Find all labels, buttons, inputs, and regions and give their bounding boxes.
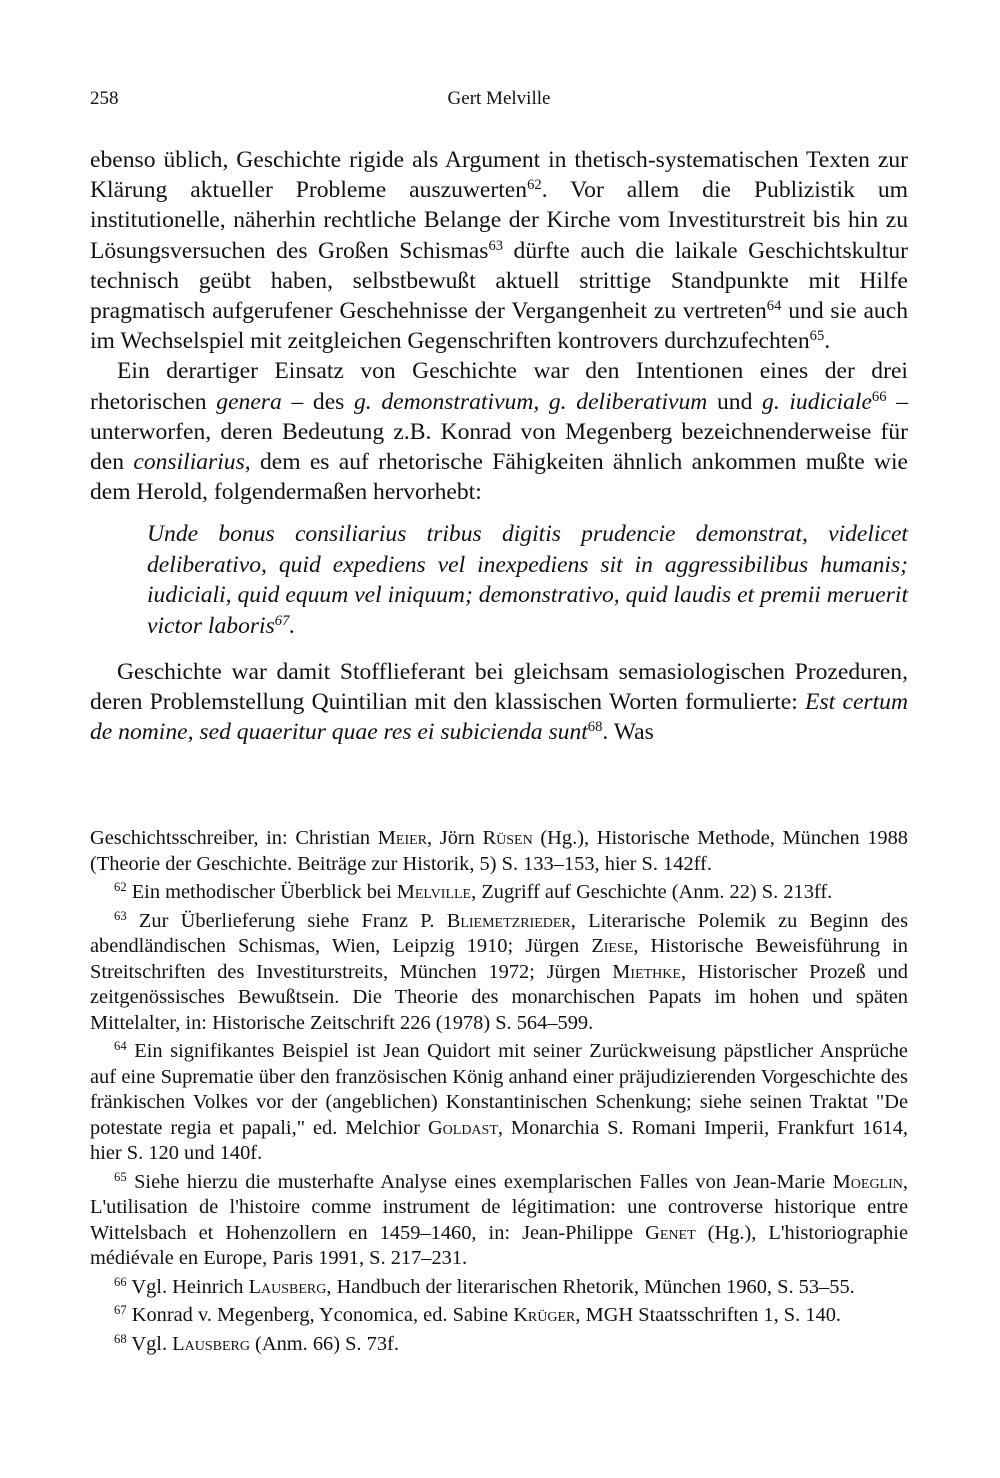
author-name: Ziese [591,935,634,957]
text-run: Ein derartiger Einsatz von Geschichte war den Intentionen eines der drei rhetorischen [90,358,908,415]
text-run: (Anm. 66) S. 73f. [249,1332,399,1355]
footnote-ref-64[interactable]: 64 [766,297,782,314]
footnote-continuation [90,826,908,877]
italic-term: g. demonstrativum, g. deliberativum [354,388,708,415]
author-name: Lausberg [248,1275,327,1298]
text-run: , Zugriff auf Geschichte (Anm. 22) S. 213ff. [471,881,833,903]
text-run: und [707,388,763,415]
footnote-67 [90,1303,908,1329]
footnote-65 [90,1170,908,1272]
footnote-66 [90,1275,908,1301]
footnote-number: 62 [114,880,127,895]
running-header [90,88,908,118]
footnote-63 [90,909,908,1037]
text-run: Geschichte war damit Stofflieferant bei gleichsam semasiologischen Prozeduren, deren Problemstellung Quintilian mit den klassischen Worten formulierte: [90,659,908,716]
page-number: 258 [90,88,119,109]
text-run: (Hg.), L'historiographie médiévale en Europe, Paris 1991, S. 217–231. [90,1221,908,1269]
footnote-number: 65 [114,1169,127,1184]
author-name: Rüsen [482,827,533,849]
text-run: , MGH Staatsschriften 1, S. 140. [575,1304,842,1326]
paragraph [90,145,908,356]
text-run: Vgl. Heinrich [126,1275,249,1298]
paragraph [90,657,908,748]
footnote-ref-67[interactable]: 67 [274,612,290,629]
footnote-number: 64 [114,1039,127,1054]
text-run: Zur Überlieferung siehe Franz P. [126,909,447,932]
text-run: , Jörn [427,827,483,849]
footnote-ref-65[interactable]: 65 [809,328,825,345]
author-name: Lausberg [172,1332,250,1355]
footnote-ref-62[interactable]: 62 [527,177,542,194]
text-run: . Vor allem die Publizistik um institutionelle, näherhin rechtliche Belange der Kirche vom Investiturstreit bis hin zu Lösungsversuchen des Großen Schismas [90,177,908,264]
text-run: Vgl. [126,1332,173,1355]
text-run: Ein signifikantes Beispiel ist Jean Quidort mit seiner Zurückweisung päpstlicher Ansprüche auf eine Suprematie über den französischen König anhand einer präjudizierenden Vorgeschichte des fränkischen Volkes vor der (angeblichen) Konstantinischen Schenkung; siehe seinen Traktat "De potestate regia et papali," ed. Melchior [90,1040,908,1139]
footnote-64 [90,1039,908,1167]
text-run: ebenso üblich, Geschichte rigide als Argument in thetisch-systematischen Texten zur Klärung aktueller Probleme auszuwerten [90,147,908,204]
text-run: Geschichtsschreiber, in: Christian [90,827,378,849]
text-run: Konrad v. Megenberg, Yconomica, ed. Sabine [126,1304,514,1326]
running-title-author: Gert Melville [447,88,551,109]
text-run: . Was [602,719,654,746]
text-run: und sie auch im Wechselspiel mit zeitgleichen Gegenschriften kontrovers durchzufechten [90,298,908,355]
author-name: Bliemetzrieder [446,909,571,932]
latin-citation: Est certum de nomine, sed quaeritur quae res ei subicienda sunt [90,689,908,746]
text-run: – unterworfen, deren Bedeutung z.B. Konrad von Megenberg bezeichnenderweise für den [90,388,908,476]
text-run: , Historischer Prozeß und zeitgenössisches Bewußtsein. Die Theorie des monarchischen Papats im hohen und späten Mittelalter, in: Historische Zeitschrift 226 (1978) S. 564–599. [90,960,909,1034]
author-name: Goldast [427,1116,498,1139]
text-run: , Handbuch der literarischen Rhetorik, München 1960, S. 53–55. [326,1275,855,1298]
author-name: Meier [377,827,427,849]
quote-text: Unde bonus consiliarius tribus digitis prudencie demonstrat, videlicet deliberativo, quid expediens vel inexpediens sit in aggressibilibus humanis; iudiciali, quid equum vel iniquum; demonstrativo, quid laudis et premii meruerit victor laboris [147,521,908,639]
footnote-62 [90,880,908,906]
author-name: Genet [645,1221,696,1244]
block-quote [147,519,908,641]
text-run: (Hg.), Historische Methode, München 1988 (Theorie der Geschichte. Beiträge zur Historik, 5) S. 133–153, hier S. 142ff. [90,827,908,875]
paragraph [90,356,908,507]
footnotes [90,826,908,1360]
text-run: Ein methodischer Überblick bei [126,881,397,903]
text-run: . [824,328,831,355]
footnote-number: 66 [114,1274,127,1289]
main-text [90,145,908,748]
footnote-number: 67 [114,1303,127,1318]
italic-term: consiliarius [133,449,245,476]
author-name: Moeglin [832,1170,903,1193]
footnote-ref-63[interactable]: 63 [488,237,504,254]
text-run: Siehe hierzu die musterhafte Analyse eines exemplarischen Falles von Jean-Marie [126,1170,833,1193]
text-run: . [289,612,296,639]
text-run: dürfte auch die laikale Geschichtskultur technisch geübt haben, selbstbewußt aktuell strittige Standpunkte mit Hilfe pragmatisch aufgerufener Geschehnisse der Vergangenheit zu vertreten [90,237,908,325]
text-run: – des [281,388,354,415]
author-name: Miethke [612,960,681,983]
text-run: , L'utilisation de l'histoire comme instrument de légitimation: une controverse historique entre Wittelsbach et Hohenzollern en 1459–1460, in: Jean-Philippe [90,1170,908,1244]
footnote-number: 68 [114,1331,127,1346]
author-name: Krüger [513,1304,576,1326]
italic-term: genera [216,388,282,415]
footnote-number: 63 [114,908,127,923]
footnote-ref-68[interactable]: 68 [587,719,603,736]
author-name: Melville [396,881,472,903]
text-run: , Monarchia S. Romani Imperii, Frankfurt 1614, hier S. 120 und 140f. [90,1116,908,1164]
text-run: , Historische Beweisführung in Streitschriften des Investiturstreits, München 1972; Jürgen [90,935,908,983]
footnote-68 [90,1332,908,1358]
text-run: , Literarische Polemik zu Beginn des abendländischen Schismas, Wien, Leipzig 1910; Jürgen [90,909,909,957]
text-run: , dem es auf rhetorische Fähigkeiten ähnlich ankommen mußte wie dem Herold, folgendermaßen hervorhebt: [90,449,908,506]
footnote-ref-66[interactable]: 66 [871,388,887,405]
italic-term: g. iudiciale [762,388,872,415]
